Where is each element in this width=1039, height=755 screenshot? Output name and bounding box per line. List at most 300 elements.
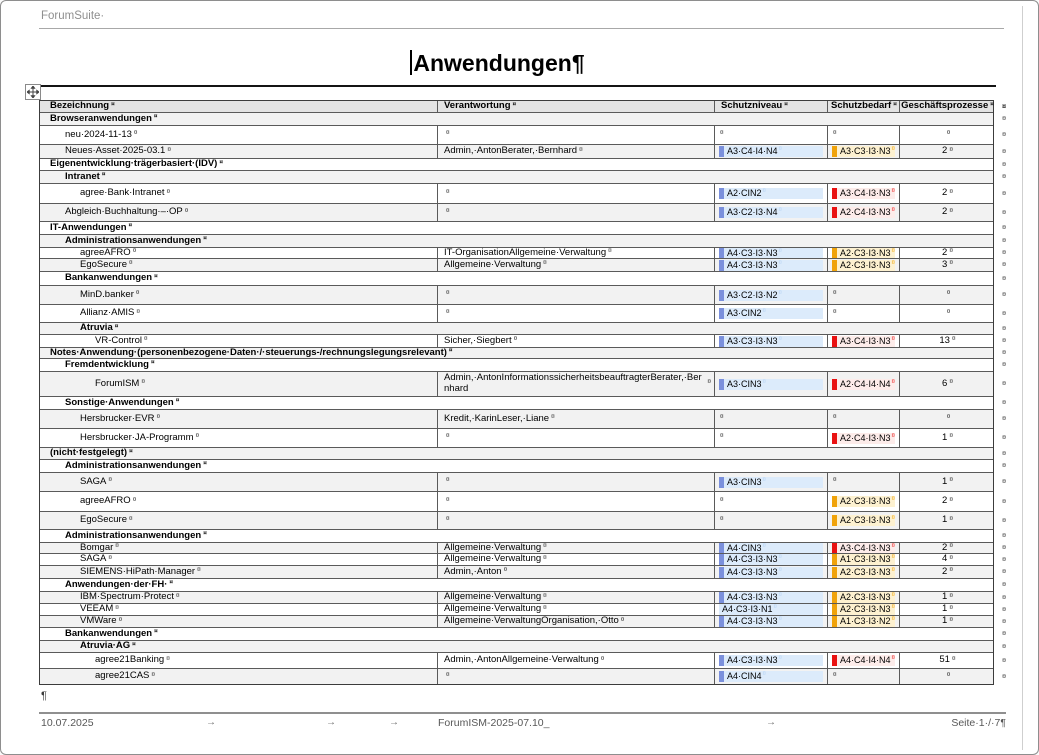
group-label-cell[interactable] — [40, 579, 993, 591]
table-row[interactable] — [40, 512, 1006, 530]
geschaeftsprozesse-cell[interactable] — [899, 204, 995, 221]
schutzniveau-value: A4·C3·I3·N3 — [727, 616, 778, 627]
geschaeftsprozesse-cell[interactable] — [899, 669, 995, 684]
cell-end-marker: ¤ — [446, 432, 450, 440]
row-end-marker: ¤ — [1002, 643, 1006, 650]
schutzniveau-cell[interactable] — [714, 543, 827, 553]
geschaeftsprozesse-cell[interactable] — [899, 473, 995, 491]
cell-end-marker: ¤ — [132, 248, 137, 255]
table-row[interactable] — [40, 566, 1006, 579]
schutzbedarf-cell[interactable] — [827, 566, 899, 578]
process-count: 1 — [942, 514, 948, 526]
verantwortung-cell[interactable] — [437, 286, 714, 304]
verantwortung-cell[interactable] — [437, 604, 714, 615]
schutzbedarf-cell[interactable] — [827, 492, 899, 511]
verantwortung-cell[interactable] — [437, 372, 714, 396]
process-count: 1 — [942, 431, 948, 443]
bezeichnung-cell[interactable] — [40, 604, 437, 615]
geschaeftsprozesse-cell[interactable] — [899, 543, 995, 553]
responsible-names: Allgemeine·Verwaltung — [444, 543, 542, 553]
cell-end-marker: ¤ — [132, 495, 137, 503]
schutzbedarf-cell[interactable] — [827, 616, 899, 627]
group-label-cell[interactable] — [40, 460, 993, 472]
verantwortung-cell[interactable] — [437, 305, 714, 322]
paragraph-mark[interactable]: ¶ — [41, 690, 47, 702]
schutzbedarf-badge — [832, 554, 895, 565]
group-row[interactable] — [40, 159, 1006, 171]
schutzniveau-cell[interactable] — [714, 592, 827, 603]
cell-end-marker: ¤ — [219, 159, 223, 166]
application-name: SIEMENS·HiPath·Manager — [80, 566, 196, 577]
group-label-cell[interactable] — [40, 159, 993, 170]
cell-end-marker: ¤ — [833, 476, 837, 484]
bezeichnung-cell[interactable] — [40, 286, 437, 304]
table-row[interactable] — [40, 204, 1006, 222]
table-row[interactable] — [40, 616, 1006, 628]
table-row[interactable] — [40, 669, 1006, 684]
cell-end-marker: ¤ — [893, 101, 897, 108]
schutzbedarf-value: A2·C3·I3·N3 — [840, 496, 891, 507]
application-name: Hersbrucker·EVR — [80, 412, 155, 424]
verantwortung-cell[interactable] — [437, 429, 714, 447]
cell-end-marker: ¤ — [833, 670, 837, 678]
table-row[interactable] — [40, 653, 1006, 669]
group-row[interactable] — [40, 272, 1006, 286]
table-move-handle[interactable] — [25, 84, 41, 100]
table-row[interactable] — [40, 473, 1006, 492]
group-row[interactable] — [40, 171, 1006, 184]
group-label: Sonstige·Anwendungen — [65, 397, 174, 408]
row-end-marker: ¤ — [1002, 249, 1006, 257]
cell-end-marker: ¤ — [891, 335, 895, 342]
cell-end-marker: ¤ — [949, 566, 953, 574]
process-count: 3 — [942, 259, 948, 270]
group-label-cell[interactable] — [40, 641, 993, 652]
cell-end-marker: ¤ — [778, 289, 782, 296]
bezeichnung-cell[interactable] — [40, 305, 437, 322]
verantwortung-cell[interactable] — [437, 669, 714, 684]
verantwortung-cell[interactable] — [437, 566, 714, 578]
group-row[interactable] — [40, 348, 1006, 359]
process-count: 1 — [942, 475, 948, 487]
cell-end-marker: ¤ — [167, 145, 171, 153]
bezeichnung-cell[interactable] — [40, 184, 437, 203]
geschaeftsprozesse-cell[interactable] — [899, 259, 995, 271]
group-label-cell[interactable] — [40, 171, 993, 183]
tab-mark: → — [206, 717, 216, 728]
column-header-schutzbedarf[interactable]: Schutzbedarf ¤ — [827, 101, 899, 112]
cell-end-marker: ¤ — [620, 616, 625, 623]
schutzbedarf-cell[interactable] — [827, 669, 899, 684]
pilcrow-mark: ¶ — [1000, 717, 1006, 729]
row-end-marker: ¤ — [1002, 310, 1006, 317]
schutzniveau-value: A4·CIN3 — [727, 543, 762, 553]
column-header-bezeichnung[interactable]: Bezeichnung ¤ — [50, 101, 115, 112]
responsible-names: Admin,·AntonBerater,·Bernhard — [444, 145, 578, 157]
cell-end-marker: ¤ — [778, 554, 782, 561]
verantwortung-cell[interactable] — [437, 473, 714, 491]
schutzbedarf-cell[interactable] — [827, 305, 899, 322]
bezeichnung-cell[interactable] — [40, 592, 437, 603]
table-row[interactable] — [40, 429, 1006, 448]
application-name: VEEAM — [80, 604, 114, 615]
row-end-marker: ¤ — [1002, 594, 1006, 601]
schutzniveau-cell[interactable] — [714, 248, 827, 258]
schutzbedarf-cell[interactable] — [827, 335, 899, 347]
schutzniveau-badge — [719, 260, 823, 271]
schutzniveau-cell[interactable] — [714, 492, 827, 511]
table-row[interactable] — [40, 184, 1006, 204]
cell-end-marker: ¤ — [891, 554, 895, 561]
table-header-row[interactable] — [40, 101, 1006, 113]
schutzbedarf-cell[interactable] — [827, 248, 899, 258]
schutzniveau-cell[interactable] — [714, 554, 827, 565]
bezeichnung-cell[interactable] — [40, 566, 437, 578]
schutzniveau-value: A4·C3·I3·N3 — [727, 592, 778, 603]
footer-divider — [39, 712, 1006, 714]
group-label-cell[interactable] — [40, 323, 993, 334]
schutzbedarf-value: A1·C3·I3·N2 — [840, 616, 891, 627]
cell-end-marker: ¤ — [720, 432, 724, 440]
cell-end-marker: ¤ — [949, 248, 953, 255]
bezeichnung-cell[interactable] — [40, 410, 437, 428]
responsible-names: Sicher,·Siegbert — [444, 335, 512, 346]
table-row[interactable] — [40, 248, 1006, 259]
schutzbedarf-cell[interactable] — [827, 473, 899, 491]
group-label-cell[interactable] — [40, 359, 993, 371]
table-row[interactable] — [40, 543, 1006, 554]
verantwortung-cell[interactable] — [437, 145, 714, 158]
schutzniveau-cell[interactable] — [714, 512, 827, 529]
schutzbedarf-cell[interactable] — [827, 286, 899, 304]
cell-end-marker: ¤ — [778, 335, 782, 342]
group-row[interactable] — [40, 113, 1006, 126]
tab-mark: → — [389, 717, 399, 728]
verantwortung-cell[interactable] — [437, 335, 714, 347]
cell-end-marker: ¤ — [184, 206, 189, 214]
verantwortung-cell[interactable] — [437, 410, 714, 428]
cell-end-marker: ¤ — [949, 616, 953, 623]
schutzniveau-badge — [719, 655, 823, 666]
verantwortung-cell[interactable] — [437, 259, 714, 271]
group-row[interactable] — [40, 222, 1006, 235]
verantwortung-cell[interactable] — [437, 126, 714, 144]
cell-end-marker: ¤ — [891, 566, 895, 573]
schutzbedarf-badge — [832, 379, 895, 390]
table-row[interactable] — [40, 335, 1006, 348]
cell-end-marker: ¤ — [778, 248, 782, 254]
cell-end-marker: ¤ — [111, 101, 115, 108]
schutzbedarf-value: A3·C4·I3·N3 — [840, 335, 891, 346]
schutzniveau-cell[interactable] — [714, 126, 827, 144]
cell-end-marker: ¤ — [778, 566, 782, 573]
schutzbedarf-value: A2·C3·I3·N3 — [840, 515, 891, 526]
cell-end-marker: ¤ — [543, 259, 547, 267]
cell-end-marker: ¤ — [153, 113, 158, 121]
schutzniveau-badge — [719, 379, 823, 390]
cell-end-marker: ¤ — [946, 129, 951, 137]
group-label-cell[interactable] — [40, 235, 993, 247]
schutzniveau-cell[interactable] — [714, 410, 827, 428]
row-end-marker: ¤ — [1002, 190, 1006, 197]
process-count: 2 — [942, 543, 948, 553]
schutzbedarf-value: A3·C3·I3·N3 — [840, 146, 891, 157]
schutzbedarf-cell[interactable] — [827, 543, 899, 553]
schutzniveau-cell[interactable] — [714, 566, 827, 578]
row-end-marker: ¤ — [1002, 173, 1006, 181]
geschaeftsprozesse-cell[interactable] — [899, 126, 995, 144]
bezeichnung-cell[interactable] — [40, 492, 437, 511]
geschaeftsprozesse-cell[interactable] — [899, 604, 995, 615]
cell-end-marker: ¤ — [891, 259, 895, 266]
cell-end-marker: ¤ — [949, 604, 953, 611]
header-divider — [39, 28, 1004, 29]
cell-end-marker: ¤ — [778, 592, 782, 599]
geschaeftsprozesse-cell[interactable] — [899, 145, 995, 158]
cell-end-marker: ¤ — [129, 259, 133, 267]
schutzniveau-badge — [719, 592, 823, 603]
bezeichnung-cell[interactable] — [40, 145, 437, 158]
schutzbedarf-badge — [832, 592, 895, 603]
group-row[interactable] — [40, 235, 1006, 248]
group-label: Administrationsanwendungen — [65, 460, 202, 471]
cell-end-marker: ¤ — [128, 222, 133, 230]
table-row[interactable] — [40, 305, 1006, 323]
group-label-cell[interactable] — [40, 628, 993, 640]
group-label-cell[interactable] — [40, 222, 993, 234]
bezeichnung-cell[interactable] — [40, 248, 437, 258]
geschaeftsprozesse-cell[interactable] — [899, 554, 995, 565]
schutzbedarf-badge — [832, 248, 895, 258]
responsible-names: Allgemeine·VerwaltungOrganisation,·Otto — [444, 616, 619, 627]
group-row[interactable] — [40, 579, 1006, 592]
footer-page-number[interactable]: Seite·1·/·7¶ — [951, 717, 1006, 729]
geschaeftsprozesse-cell[interactable] — [899, 248, 995, 258]
schutzbedarf-cell[interactable] — [827, 204, 899, 221]
verantwortung-cell[interactable] — [437, 653, 714, 668]
bezeichnung-cell[interactable] — [40, 669, 437, 684]
schutzbedarf-cell[interactable] — [827, 554, 899, 565]
schutzniveau-cell[interactable] — [714, 305, 827, 322]
table-row[interactable] — [40, 372, 1006, 397]
group-row[interactable] — [40, 397, 1006, 410]
bezeichnung-cell[interactable] — [40, 259, 437, 271]
geschaeftsprozesse-cell[interactable] — [899, 429, 995, 447]
schutzniveau-cell[interactable] — [714, 669, 827, 684]
table-row[interactable] — [40, 286, 1006, 305]
schutzniveau-value: A4·C3·I3·N3 — [727, 259, 778, 270]
application-name: EgoSecure — [80, 514, 128, 526]
table-row[interactable] — [40, 126, 1006, 145]
verantwortung-cell[interactable] — [437, 184, 714, 203]
schutzniveau-cell[interactable] — [714, 429, 827, 447]
page-edge-line — [1022, 6, 1023, 750]
group-label-cell[interactable] — [40, 272, 993, 285]
cell-end-marker: ¤ — [115, 543, 119, 550]
schutzniveau-cell[interactable] — [714, 473, 827, 491]
footer-document-name[interactable]: ForumISM-2025-07.10_ — [438, 717, 550, 729]
page-title-text: Anwendungen — [413, 50, 572, 76]
cell-end-marker: ¤ — [543, 543, 547, 550]
group-label: IT-Anwendungen — [50, 222, 127, 233]
verantwortung-cell[interactable] — [437, 204, 714, 221]
schutzbedarf-value: A4·C4·I4·N4 — [840, 655, 891, 666]
verantwortung-cell[interactable] — [437, 512, 714, 529]
geschaeftsprozesse-cell[interactable] — [899, 410, 995, 428]
schutzbedarf-cell[interactable] — [827, 653, 899, 668]
bezeichnung-cell[interactable] — [40, 335, 437, 347]
group-label-cell[interactable] — [40, 397, 993, 409]
bezeichnung-cell[interactable] — [40, 554, 437, 565]
verantwortung-cell[interactable] — [437, 592, 714, 603]
table-row[interactable] — [40, 492, 1006, 512]
application-name: agree21CAS — [95, 670, 150, 682]
schutzniveau-cell[interactable] — [714, 259, 827, 271]
cell-end-marker: ¤ — [203, 530, 207, 538]
cell-end-marker: ¤ — [446, 187, 450, 195]
table-row[interactable] — [40, 592, 1006, 604]
schutzniveau-cell[interactable] — [714, 604, 827, 615]
group-row[interactable] — [40, 448, 1006, 460]
verantwortung-cell[interactable] — [437, 248, 714, 258]
pilcrow-mark: ¶ — [571, 50, 585, 76]
group-label-cell[interactable] — [40, 348, 993, 358]
app-header-text[interactable]: ForumSuite· — [41, 10, 105, 22]
geschaeftsprozesse-cell[interactable] — [899, 286, 995, 304]
schutzniveau-cell[interactable] — [714, 335, 827, 347]
schutzniveau-cell[interactable] — [714, 145, 827, 158]
bezeichnung-cell[interactable] — [40, 543, 437, 553]
schutzniveau-badge — [719, 543, 823, 553]
column-header-schutzniveau[interactable]: Schutzniveau ¤ — [714, 101, 827, 112]
schutzbedarf-value: A2·C4·I4·N4 — [840, 378, 891, 389]
schutzbedarf-cell[interactable] — [827, 592, 899, 603]
schutzniveau-cell[interactable] — [714, 372, 827, 396]
cell-end-marker: ¤ — [891, 146, 895, 153]
application-name: IBM·Spectrum·Protect — [80, 592, 174, 603]
bezeichnung-cell[interactable] — [40, 512, 437, 529]
geschaeftsprozesse-cell[interactable] — [899, 184, 995, 203]
group-row[interactable] — [40, 530, 1006, 543]
schutzbedarf-cell[interactable] — [827, 126, 899, 144]
cell-end-marker: ¤ — [946, 289, 951, 297]
geschaeftsprozesse-cell[interactable] — [899, 512, 995, 529]
verantwortung-cell[interactable] — [437, 492, 714, 511]
page-title[interactable] — [1, 50, 994, 77]
cell-end-marker: ¤ — [135, 289, 140, 297]
row-end-marker: ¤ — [1002, 415, 1006, 423]
cell-end-marker: ¤ — [949, 476, 953, 484]
verantwortung-cell[interactable] — [437, 616, 714, 627]
verantwortung-cell[interactable] — [437, 554, 714, 565]
group-label: Atruvia — [80, 323, 113, 334]
schutzbedarf-cell[interactable] — [827, 184, 899, 203]
bezeichnung-cell[interactable] — [40, 473, 437, 491]
schutzbedarf-badge — [832, 146, 895, 157]
bezeichnung-cell[interactable] — [40, 616, 437, 627]
cell-end-marker: ¤ — [949, 206, 953, 214]
group-row[interactable] — [40, 359, 1006, 372]
schutzbedarf-cell[interactable] — [827, 145, 899, 158]
row-end-marker: ¤ — [1002, 606, 1006, 613]
footer-date[interactable]: 10.07.2025 — [41, 717, 94, 729]
group-label-cell[interactable] — [40, 113, 993, 125]
geschaeftsprozesse-cell[interactable] — [899, 592, 995, 603]
bezeichnung-cell[interactable] — [40, 204, 437, 221]
application-name: Hersbrucker·JA-Programm — [80, 431, 194, 443]
schutzbedarf-cell[interactable] — [827, 259, 899, 271]
group-row[interactable] — [40, 460, 1006, 473]
row-end-marker: ¤ — [1002, 673, 1006, 680]
application-name: Abgleich·Buchhaltung·–·OP — [65, 206, 183, 218]
geschaeftsprozesse-cell[interactable] — [899, 616, 995, 627]
cell-end-marker: ¤ — [608, 248, 612, 255]
schutzniveau-cell[interactable] — [714, 286, 827, 304]
geschaeftsprozesse-cell[interactable] — [899, 653, 995, 668]
bezeichnung-cell[interactable] — [40, 429, 437, 447]
schutzniveau-cell[interactable] — [714, 184, 827, 203]
bezeichnung-cell[interactable] — [40, 126, 437, 144]
cell-end-marker: ¤ — [133, 129, 138, 137]
schutzniveau-cell[interactable] — [714, 653, 827, 668]
cell-end-marker: ¤ — [446, 129, 450, 137]
geschaeftsprozesse-cell[interactable] — [899, 305, 995, 322]
row-end-marker: ¤ — [1002, 399, 1006, 407]
schutzniveau-cell[interactable] — [714, 616, 827, 627]
cell-end-marker: ¤ — [949, 554, 953, 561]
geschaeftsprozesse-cell[interactable] — [899, 335, 995, 347]
cell-end-marker: ¤ — [203, 235, 207, 243]
cell-end-marker: ¤ — [762, 476, 766, 483]
column-header-geschaeftsprozesse[interactable]: Geschäftsprozesse ¤ — [899, 101, 995, 112]
geschaeftsprozesse-cell[interactable] — [899, 372, 995, 396]
column-header-verantwortung[interactable]: Verantwortung ¤ — [437, 101, 714, 112]
schutzbedarf-cell[interactable] — [827, 372, 899, 396]
schutzbedarf-cell[interactable] — [827, 429, 899, 447]
schutzbedarf-cell[interactable] — [827, 604, 899, 615]
verantwortung-cell[interactable] — [437, 543, 714, 553]
group-label-cell[interactable] — [40, 448, 993, 459]
schutzbedarf-cell[interactable] — [827, 410, 899, 428]
table-row[interactable] — [40, 259, 1006, 272]
group-row[interactable] — [40, 323, 1006, 335]
responsible-names: Allgemeine·Verwaltung — [444, 554, 542, 565]
geschaeftsprozesse-cell[interactable] — [899, 492, 995, 511]
process-count: 1 — [942, 616, 948, 627]
cell-end-marker: ¤ — [129, 514, 133, 522]
group-label-cell[interactable] — [40, 530, 993, 542]
table-row[interactable] — [40, 410, 1006, 429]
group-label: Bankanwendungen — [65, 272, 153, 284]
schutzbedarf-cell[interactable] — [827, 512, 899, 529]
row-end-marker: ¤ — [1002, 361, 1006, 369]
group-row[interactable] — [40, 628, 1006, 641]
geschaeftsprozesse-cell[interactable] — [899, 566, 995, 578]
schutzbedarf-badge — [832, 336, 895, 347]
schutzbedarf-badge — [832, 260, 895, 271]
bezeichnung-cell[interactable] — [40, 653, 437, 668]
cell-end-marker: ¤ — [773, 604, 777, 611]
application-name: Bomgar — [80, 543, 114, 553]
schutzniveau-cell[interactable] — [714, 204, 827, 221]
bezeichnung-cell[interactable] — [40, 372, 437, 396]
group-row[interactable] — [40, 641, 1006, 653]
cell-end-marker: ¤ — [833, 129, 837, 137]
cell-end-marker: ¤ — [446, 514, 450, 522]
table-row[interactable] — [40, 604, 1006, 616]
table-row[interactable] — [40, 554, 1006, 566]
table-row[interactable] — [40, 145, 1006, 159]
